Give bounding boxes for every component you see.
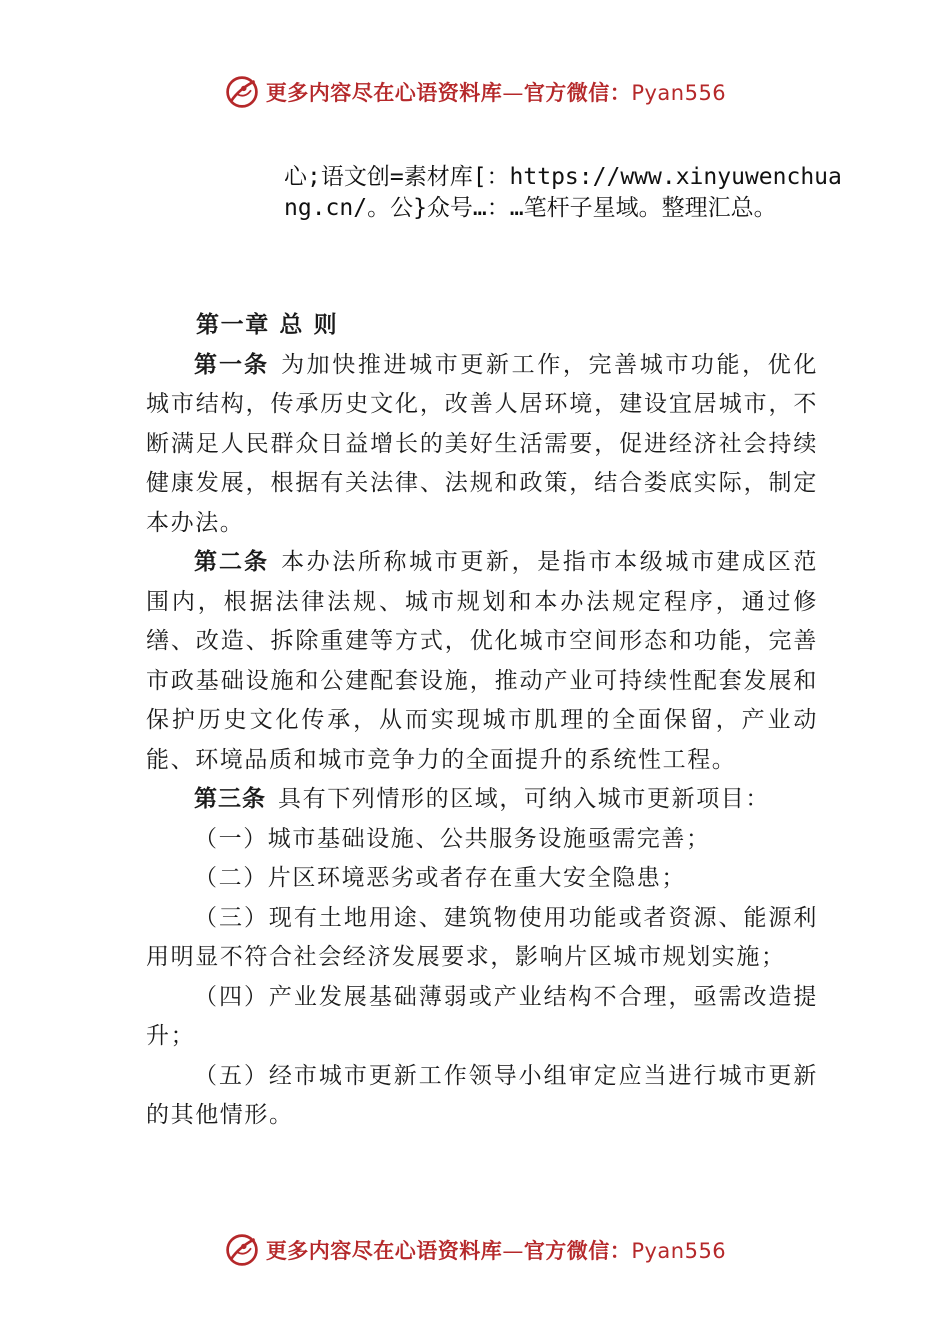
document-body	[146, 306, 818, 1136]
article-title: 第三条	[194, 786, 266, 812]
list-item: （四）产业发展基础薄弱或产业结构不合理，亟需改造提升；	[146, 983, 818, 1049]
red-swirl-logo-icon	[224, 1232, 260, 1268]
banner-text: 更多内容尽在心语资料库—官方微信：Pyan556	[265, 1239, 727, 1263]
footer-banner	[0, 1228, 950, 1272]
header-banner	[0, 70, 950, 114]
list-item: （二）片区环境恶劣或者存在重大安全隐患；	[194, 865, 686, 891]
list-item: （一）城市基础设施、公共服务设施亟需完善；	[194, 825, 711, 852]
article-title: 第二条	[194, 549, 270, 575]
article-3	[146, 780, 818, 820]
article-body: 具有下列情形的区域，可纳入城市更新项目：	[278, 786, 770, 812]
article-body: 本办法所称城市更新，是指市本级城市建成区范围内，根据法律法规、城市规划和本办法规定程序，通过修缮、改造、拆除重建等方式，优化城市空间形态和功能，完善市政基础设施和公建配套设施，推动产业可持续性配套发展和保护历史文化传承，从而实现城市肌理的全面保留，产业动能、环境品质和城市竞争力的全面提升的系统性工程。	[146, 549, 819, 773]
red-swirl-logo-icon	[224, 74, 260, 110]
list-item: （三）现有土地用途、建筑物使用功能或者资源、能源利用明显不符合社会经济发展要求，影响片区城市规划实施；	[146, 904, 818, 970]
list-item: （五）经市城市更新工作领导小组审定应当进行城市更新的其他情形。	[146, 1062, 818, 1128]
article-title: 第一条	[194, 351, 270, 378]
source-note: 心;语文创=素材库[：https://www.xinyuwenchuang.cn/。公}众号…：…笔杆子星域。整理汇总。	[284, 164, 842, 221]
article-body: 为加快推进城市更新工作，完善城市功能，优化城市结构，传承历史文化，改善人居环境，建设宜居城市，不断满足人民群众日益增长的美好生活需要，促进经济社会持续健康发展，根据有关法律、法规和政策，结合娄底实际，制定本办法。	[146, 351, 819, 536]
chapter-title: 第一章 总 则	[196, 312, 339, 338]
article-1	[146, 346, 818, 544]
banner-text: 更多内容尽在心语资料库—官方微信：Pyan556	[265, 81, 727, 105]
article-2	[146, 543, 818, 780]
